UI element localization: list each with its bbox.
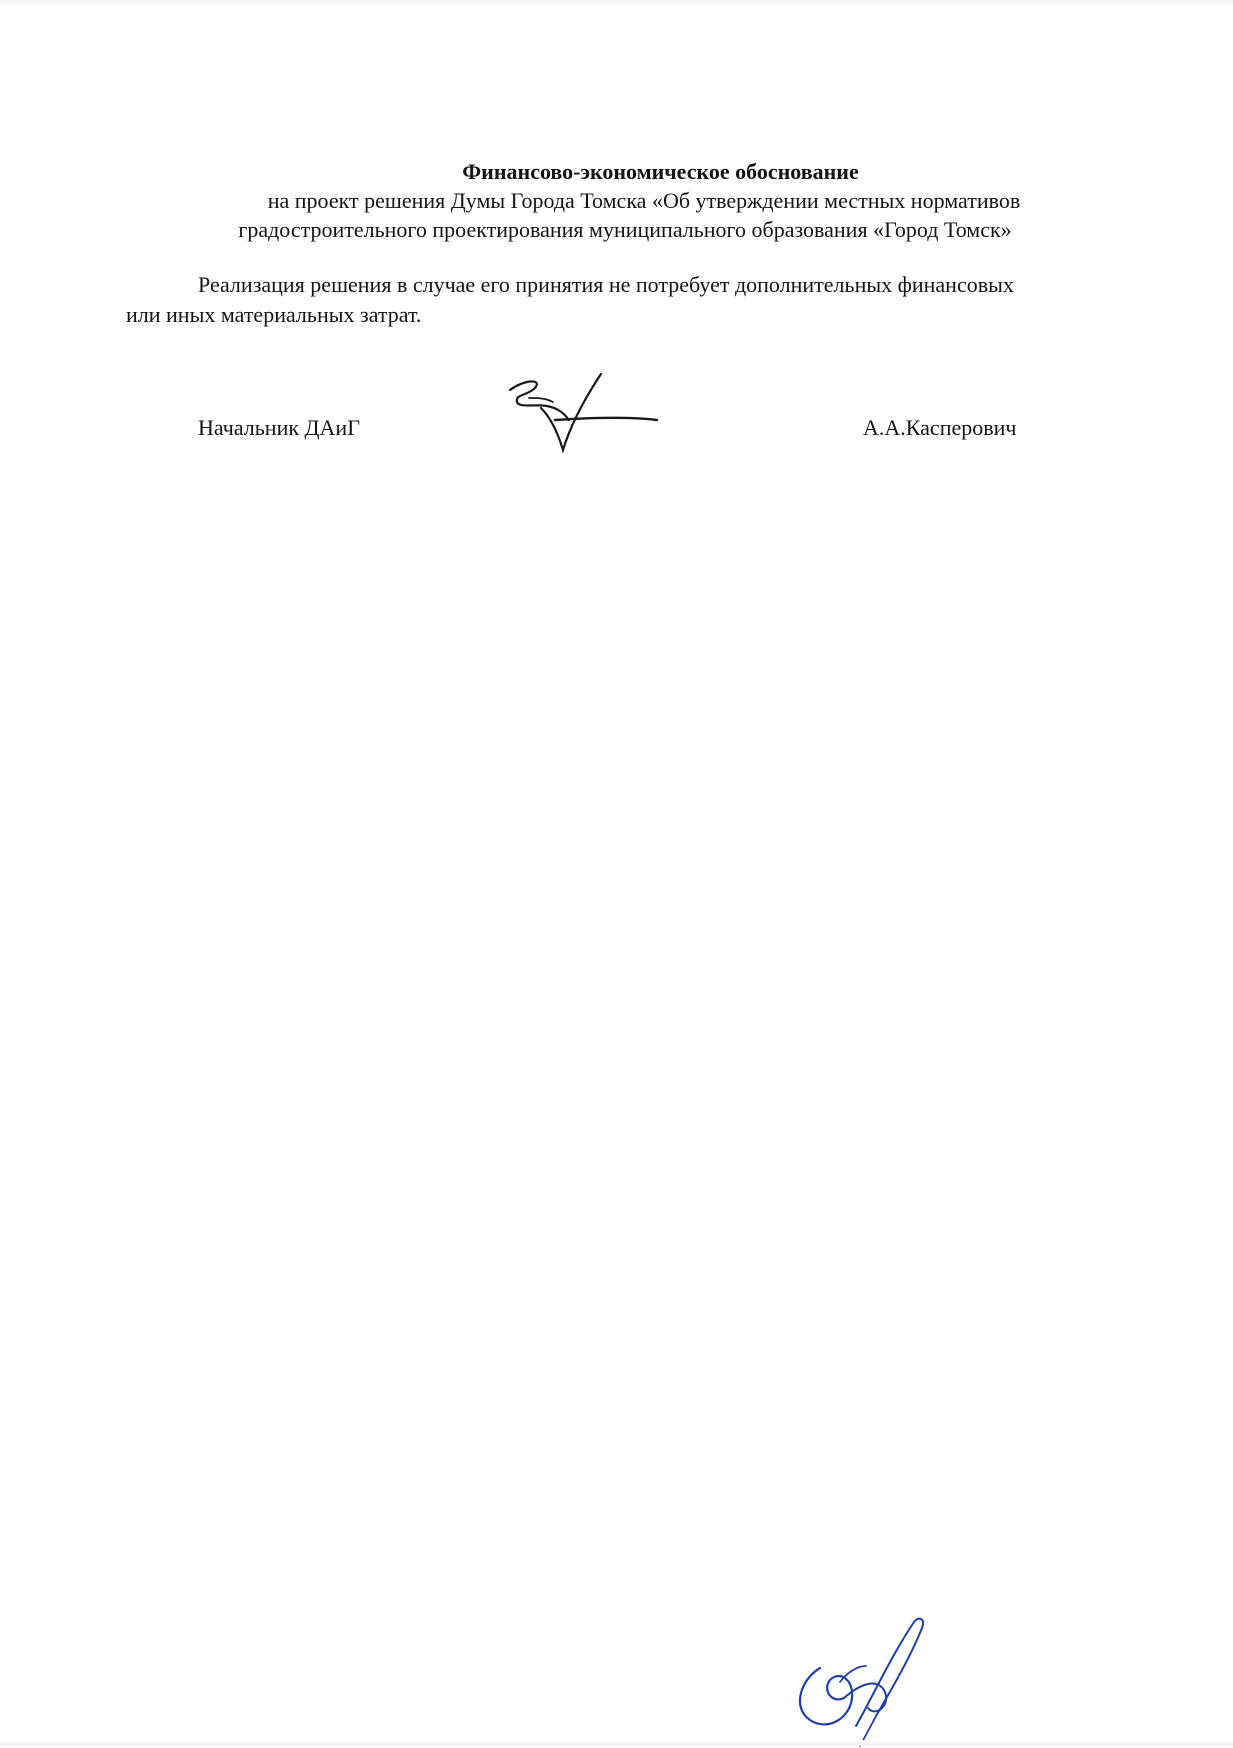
subtitle-line-1: на проект решения Думы Города Томска «Об утверждении местных нормативов	[267, 188, 1021, 213]
handwritten-signature-icon	[505, 368, 665, 458]
approval-initials-icon	[780, 1608, 930, 1748]
document-title: Финансово-экономическое обоснование	[462, 159, 859, 184]
signatory-name: А.А.Касперович	[863, 415, 1017, 440]
document-body	[126, 270, 1126, 330]
subtitle-line-2: градостроительного проектирования муниципального образования «Город Томск»	[238, 217, 1012, 242]
body-line-2: или иных материальных затрат.	[126, 302, 422, 327]
scan-edge-top	[0, 0, 1233, 6]
document-subtitle	[160, 186, 1090, 244]
body-line-1: Реализация решения в случае его принятия не потребует дополнительных финансовых	[198, 272, 1014, 297]
scan-edge-bottom	[0, 1740, 1233, 1746]
signatory-position: Начальник ДАиГ	[198, 415, 360, 440]
